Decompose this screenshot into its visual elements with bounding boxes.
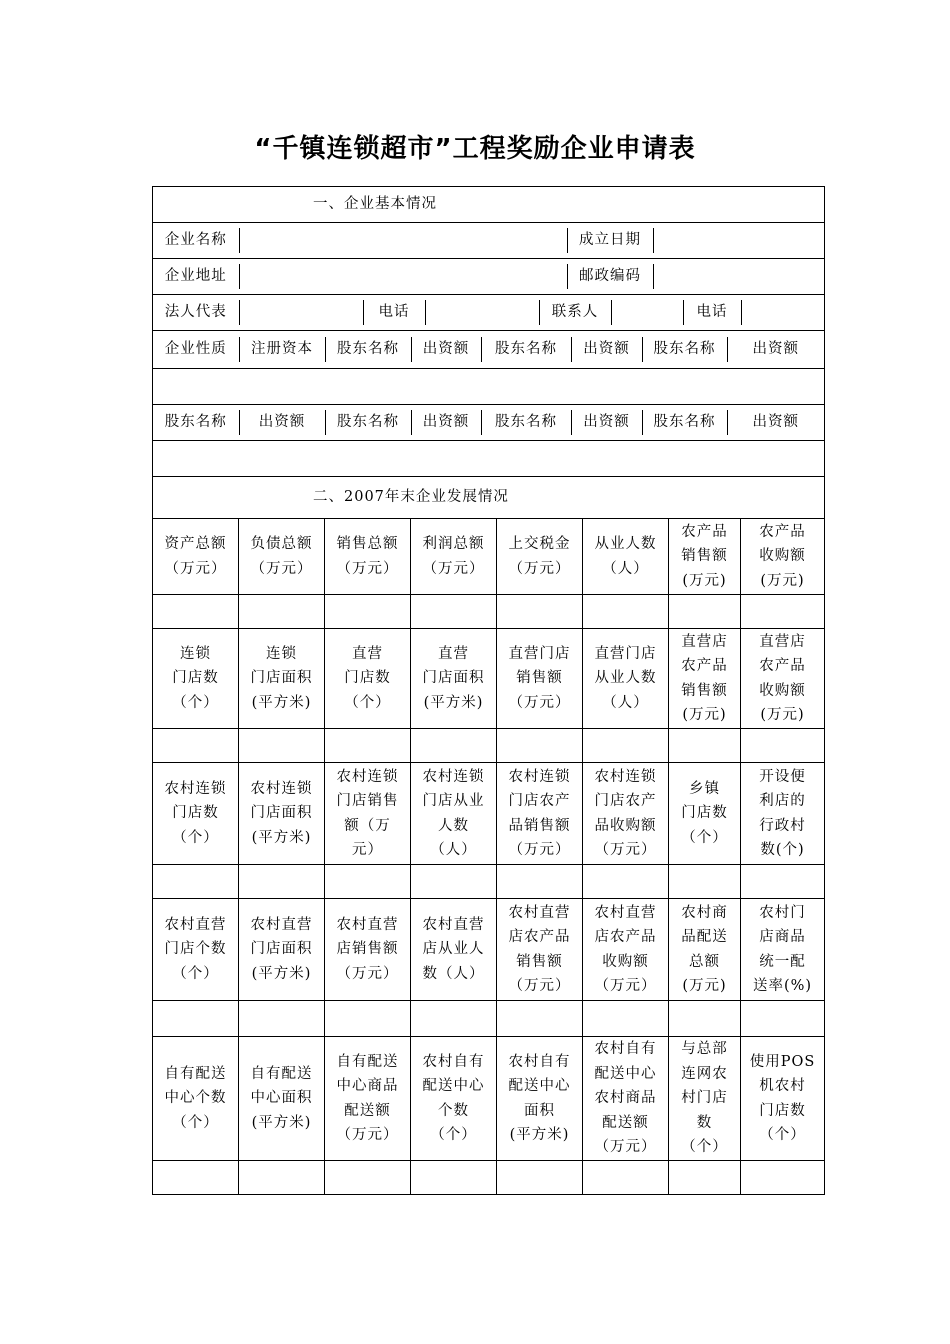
input-cell[interactable] (669, 865, 741, 899)
indicator-label: 农村门 店商品 统一配 送率(%) (741, 899, 825, 1001)
header-shareholder-name: 股东名称 (481, 410, 571, 435)
input-cell[interactable] (153, 595, 239, 629)
indicator-label: 销售总额 （万元） (325, 519, 411, 595)
input-cell[interactable] (741, 1001, 825, 1037)
indicator-header-row (153, 519, 825, 595)
indicator-label: 自有配送 中心商品 配送额 （万元） (325, 1037, 411, 1161)
indicator-label: 农村连锁 门店从业 人数 （人） (411, 763, 497, 865)
company-address-label: 企业地址 (153, 264, 239, 289)
shareholder-input-row (153, 441, 825, 477)
input-cell[interactable] (153, 1001, 239, 1037)
input-cell[interactable] (669, 595, 741, 629)
indicator-label: 直营门店 从业人数 （人） (583, 629, 669, 729)
indicator-label: 农村直营 店销售额 （万元） (325, 899, 411, 1001)
indicator-label: 负债总额 （万元） (239, 519, 325, 595)
indicator-input-row (153, 595, 825, 629)
indicator-label: 农村商 品配送 总额 (万元) (669, 899, 741, 1001)
header-shareholder-name: 股东名称 (642, 410, 727, 435)
indicator-label: 农村直营 店农产品 销售额 （万元） (497, 899, 583, 1001)
indicator-label: 农产品 收购额 (万元) (741, 519, 825, 595)
header-contribution: 出资额 (571, 410, 642, 435)
header-contribution: 出资额 (727, 337, 824, 362)
indicator-label: 农村直营 门店个数 （个） (153, 899, 239, 1001)
company-address-field[interactable] (239, 264, 567, 289)
input-cell[interactable] (497, 595, 583, 629)
indicator-label: 直营店 农产品 收购额 (万元) (741, 629, 825, 729)
founding-date-label: 成立日期 (567, 228, 653, 253)
legal-rep-field[interactable] (239, 300, 363, 325)
application-form-table (152, 186, 825, 1195)
input-cell[interactable] (239, 865, 325, 899)
input-cell[interactable] (325, 729, 411, 763)
company-name-label: 企业名称 (153, 228, 239, 253)
input-cell[interactable] (411, 595, 497, 629)
header-contribution: 出资额 (239, 410, 325, 435)
indicator-label: 农村直营 店农产品 收购额 （万元） (583, 899, 669, 1001)
shareholder-header-row (153, 405, 825, 441)
input-cell[interactable] (669, 1161, 741, 1195)
indicator-input-row (153, 1001, 825, 1037)
input-cell[interactable] (741, 865, 825, 899)
indicator-label: 连锁 门店面积 (平方米) (239, 629, 325, 729)
indicator-label: 利润总额 （万元） (411, 519, 497, 595)
section-basic-info-title: 一、企业基本情况 (153, 187, 825, 223)
input-cell[interactable] (153, 729, 239, 763)
postcode-field[interactable] (653, 264, 824, 289)
company-address-row (153, 259, 825, 295)
indicator-input-row (153, 1161, 825, 1195)
postcode-label: 邮政编码 (567, 264, 653, 289)
indicator-label: 农村连锁 门店数 （个） (153, 763, 239, 865)
input-cell[interactable] (497, 865, 583, 899)
input-cell[interactable] (583, 1001, 669, 1037)
indicator-label: 农村自有 配送中心 个数 （个） (411, 1037, 497, 1161)
legal-rep-row (153, 295, 825, 331)
indicator-label: 农村连锁 门店面积 (平方米) (239, 763, 325, 865)
section-development-title: 二、2007年末企业发展情况 (153, 477, 825, 519)
indicator-input-row (153, 729, 825, 763)
header-shareholder-name: 股东名称 (153, 410, 239, 435)
legal-rep-label: 法人代表 (153, 300, 239, 325)
input-cell[interactable] (741, 1161, 825, 1195)
input-cell[interactable] (411, 1001, 497, 1037)
input-cell[interactable] (741, 595, 825, 629)
input-cell[interactable] (583, 595, 669, 629)
indicator-label: 农村自有 配送中心 农村商品 配送额 （万元） (583, 1037, 669, 1161)
input-cell[interactable] (325, 1161, 411, 1195)
capital-input-row (153, 369, 825, 405)
header-contribution: 出资额 (571, 337, 642, 362)
input-cell[interactable] (669, 1001, 741, 1037)
input-cell[interactable] (741, 729, 825, 763)
contact-label: 联系人 (539, 300, 611, 325)
header-shareholder-name: 股东名称 (481, 337, 571, 362)
indicator-label: 从业人数 （人） (583, 519, 669, 595)
header-contribution: 出资额 (727, 410, 824, 435)
indicator-header-row (153, 763, 825, 865)
phone2-label: 电话 (683, 300, 741, 325)
input-cell[interactable] (239, 1001, 325, 1037)
indicator-label: 直营门店 销售额 （万元） (497, 629, 583, 729)
header-contribution: 出资额 (411, 410, 481, 435)
input-cell[interactable] (411, 865, 497, 899)
input-cell[interactable] (153, 1161, 239, 1195)
indicator-label: 自有配送 中心个数 （个） (153, 1037, 239, 1161)
header-shareholder-name: 股东名称 (325, 410, 411, 435)
input-cell[interactable] (669, 729, 741, 763)
input-cell[interactable] (325, 595, 411, 629)
indicator-label: 农村直营 门店面积 (平方米) (239, 899, 325, 1001)
header-shareholder-name: 股东名称 (325, 337, 411, 362)
indicator-label: 与总部 连网农 村门店 数 （个） (669, 1037, 741, 1161)
indicator-label: 乡镇 门店数 （个） (669, 763, 741, 865)
input-cell[interactable] (325, 1001, 411, 1037)
input-cell[interactable] (239, 595, 325, 629)
header-shareholder-name: 股东名称 (642, 337, 727, 362)
indicator-label: 直营 门店数 （个） (325, 629, 411, 729)
indicator-label: 自有配送 中心面积 (平方米) (239, 1037, 325, 1161)
company-name-row (153, 223, 825, 259)
indicator-label: 农村连锁 门店销售 额（万 元） (325, 763, 411, 865)
company-name-field[interactable] (239, 228, 567, 253)
header-registered-capital: 注册资本 (239, 337, 325, 362)
input-cell[interactable] (411, 1161, 497, 1195)
indicator-label: 农产品 销售额 (万元) (669, 519, 741, 595)
indicator-label: 农村自有 配送中心 面积 (平方米) (497, 1037, 583, 1161)
indicator-label: 连锁 门店数 （个） (153, 629, 239, 729)
input-cell[interactable] (583, 729, 669, 763)
input-cell[interactable] (497, 1161, 583, 1195)
indicator-label: 直营 门店面积 (平方米) (411, 629, 497, 729)
input-cell[interactable] (239, 1161, 325, 1195)
indicator-header-row (153, 1037, 825, 1161)
input-cell[interactable] (239, 729, 325, 763)
header-nature: 企业性质 (153, 337, 239, 362)
indicator-label: 使用POS 机农村 门店数 （个） (741, 1037, 825, 1161)
input-cell[interactable] (411, 729, 497, 763)
capital-header-row (153, 331, 825, 369)
indicator-input-row (153, 865, 825, 899)
indicator-label: 上交税金 （万元） (497, 519, 583, 595)
input-cell[interactable] (497, 729, 583, 763)
indicator-label: 直营店 农产品 销售额 (万元) (669, 629, 741, 729)
phone-field[interactable] (425, 300, 539, 325)
input-cell[interactable] (583, 865, 669, 899)
indicator-label: 农村直营 店从业人 数（人） (411, 899, 497, 1001)
contact-field[interactable] (611, 300, 683, 325)
page-title: “千镇连锁超市”工程奖励企业申请表 (254, 134, 696, 164)
founding-date-field[interactable] (653, 228, 824, 253)
indicator-label: 农村连锁 门店农产 品销售额 （万元） (497, 763, 583, 865)
input-cell[interactable] (583, 1161, 669, 1195)
phone2-field[interactable] (741, 300, 824, 325)
input-cell[interactable] (153, 865, 239, 899)
indicator-header-row (153, 899, 825, 1001)
input-cell[interactable] (325, 865, 411, 899)
indicator-label: 资产总额 （万元） (153, 519, 239, 595)
indicator-label: 农村连锁 门店农产 品收购额 （万元） (583, 763, 669, 865)
header-contribution: 出资额 (411, 337, 481, 362)
indicator-label: 开设便 利店的 行政村 数(个) (741, 763, 825, 865)
phone-label: 电话 (363, 300, 425, 325)
indicator-header-row (153, 629, 825, 729)
input-cell[interactable] (497, 1001, 583, 1037)
